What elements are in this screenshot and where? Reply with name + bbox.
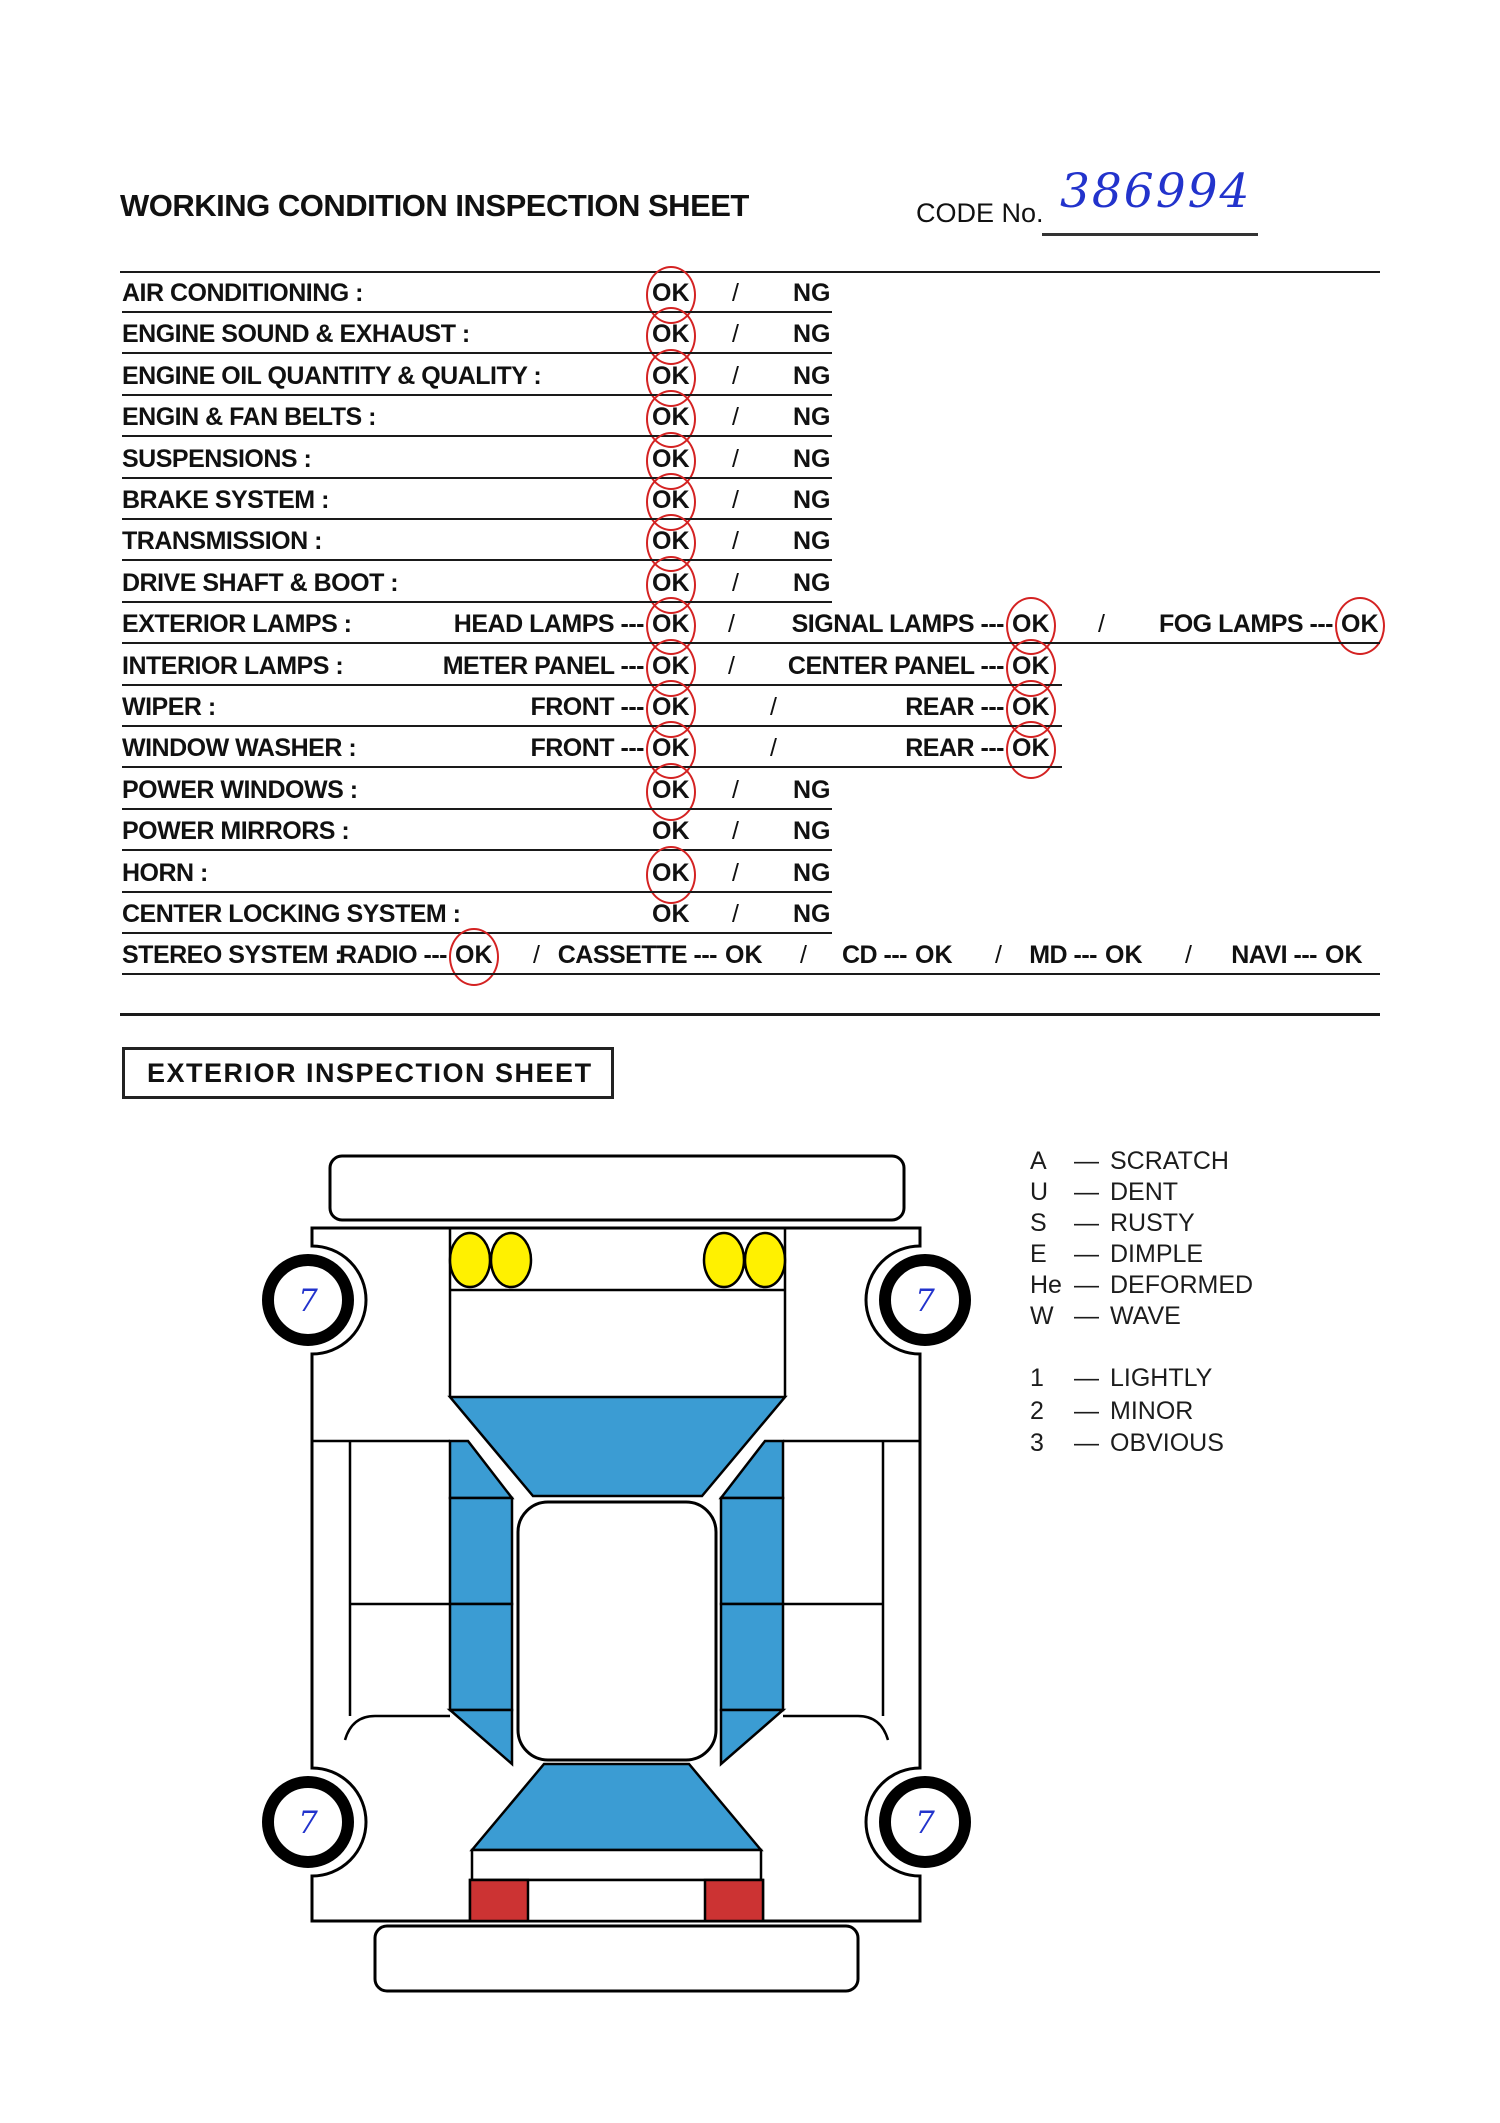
row-label: DRIVE SHAFT & BOOT : [122, 568, 399, 597]
slash-separator: / [732, 361, 739, 390]
item-ok-value: OK [1012, 734, 1050, 763]
inspection-row [0, 895, 1500, 933]
ng-value: NG [793, 900, 831, 928]
roof-panel [518, 1502, 716, 1760]
item-ok-value: OK [652, 734, 690, 763]
inspection-row [0, 854, 1500, 892]
ok-value: OK [652, 568, 690, 597]
slash-separator: / [732, 817, 739, 846]
rear-bumper [375, 1926, 858, 1991]
inspection-row [0, 936, 1500, 974]
inspection-row [0, 315, 1500, 353]
row-underline [122, 352, 832, 354]
code-number-label: CODE No. [916, 198, 1044, 228]
item-name: HEAD LAMPS --- [453, 610, 644, 639]
inspection-row [0, 812, 1500, 850]
section-divider-rule [120, 1013, 1380, 1016]
row-label: ENGINE SOUND & EXHAUST : [122, 320, 470, 349]
legend-item [1030, 1209, 1195, 1238]
legend-dash: — [1074, 1429, 1099, 1457]
ok-value: OK [652, 320, 690, 349]
legend-dash: — [1074, 1302, 1099, 1330]
row-label: WINDOW WASHER : [122, 734, 357, 763]
section-title-box [122, 1047, 614, 1099]
trunk-lid [472, 1850, 761, 1880]
legend-code: 3 [1030, 1429, 1044, 1457]
ng-value: NG [793, 444, 831, 473]
code-underline [1042, 233, 1258, 236]
legend-dash: — [1074, 1240, 1099, 1268]
item-ok-value: OK [725, 941, 763, 970]
legend-label: LIGHTLY [1110, 1364, 1213, 1392]
row-underline [122, 601, 832, 603]
slash-separator: / [770, 734, 777, 763]
legend-item [1030, 1240, 1203, 1269]
right-rear-door-glass [721, 1604, 783, 1710]
item-ok-value: OK [652, 693, 690, 721]
ok-value: OK [652, 403, 690, 432]
legend-dash: — [1074, 1364, 1099, 1392]
item-name: CD --- [841, 941, 907, 970]
row-underline [122, 973, 1380, 975]
row-underline [122, 642, 1380, 644]
ng-value: NG [793, 361, 831, 390]
ok-value: OK [652, 279, 690, 307]
ng-value: NG [793, 279, 831, 307]
slash-separator: / [995, 941, 1002, 970]
legend-code: He [1030, 1271, 1062, 1299]
legend-item [1030, 1147, 1229, 1176]
legend-label: SCRATCH [1110, 1147, 1229, 1175]
top-rule [120, 271, 1380, 273]
legend-label: RUSTY [1110, 1209, 1195, 1237]
slash-separator: / [732, 900, 739, 928]
item-name: CASSETTE --- [557, 941, 717, 970]
row-label: POWER MIRRORS : [122, 817, 350, 846]
row-underline [122, 766, 1062, 768]
row-underline [122, 684, 1062, 686]
inspection-row [0, 481, 1500, 519]
item-ok-value: OK [1012, 693, 1050, 721]
slash-separator: / [1098, 610, 1105, 639]
inspection-row [0, 605, 1500, 643]
row-underline [122, 518, 832, 520]
slash-separator: / [732, 279, 739, 307]
ng-value: NG [793, 568, 831, 597]
left-front-door-glass [450, 1498, 512, 1604]
row-underline [122, 311, 832, 313]
slash-separator: / [732, 486, 739, 514]
item-ok-value: OK [652, 651, 690, 680]
ng-value: NG [793, 775, 831, 804]
ok-value: OK [652, 900, 690, 928]
legend-item [1030, 1397, 1193, 1426]
item-name: CENTER PANEL --- [787, 651, 1004, 680]
row-label: TRANSMISSION : [122, 527, 322, 556]
slash-separator: / [732, 320, 739, 349]
row-label: INTERIOR LAMPS : [122, 651, 344, 680]
row-underline [122, 477, 832, 479]
item-ok-value: OK [1105, 941, 1143, 970]
legend-item [1030, 1178, 1178, 1207]
inspection-row [0, 647, 1500, 685]
headlamp-right-inner [704, 1233, 744, 1287]
item-ok-value: OK [652, 610, 690, 639]
legend-item [1030, 1364, 1212, 1393]
item-ok-value: OK [455, 941, 493, 970]
legend-item [1030, 1302, 1181, 1331]
item-name: REAR --- [905, 734, 1004, 763]
ng-value: NG [793, 320, 831, 349]
legend-item [1030, 1271, 1253, 1300]
ok-value: OK [652, 486, 690, 514]
code-number-value: 386994 [1060, 164, 1252, 219]
slash-separator: / [728, 610, 735, 639]
row-label: WIPER : [122, 693, 216, 721]
slash-separator: / [732, 444, 739, 473]
legend-label: DENT [1110, 1178, 1179, 1206]
inspection-row [0, 522, 1500, 560]
inspection-row [0, 771, 1500, 809]
legend-code: W [1030, 1302, 1054, 1330]
row-label: AIR CONDITIONING : [122, 279, 363, 307]
slash-separator: / [732, 403, 739, 432]
tail-lamp-right [705, 1880, 763, 1921]
ok-value: OK [652, 775, 690, 804]
inspection-row [0, 440, 1500, 478]
row-label: CENTER LOCKING SYSTEM : [122, 900, 461, 928]
legend-label: WAVE [1110, 1302, 1181, 1330]
ng-value: NG [793, 486, 831, 514]
ng-value: NG [793, 403, 831, 432]
row-label: ENGIN & FAN BELTS : [122, 403, 376, 432]
row-underline [122, 808, 832, 810]
legend-label: OBVIOUS [1110, 1429, 1224, 1457]
row-label: SUSPENSIONS : [122, 444, 312, 473]
item-ok-value: OK [1012, 651, 1050, 680]
item-name: SIGNAL LAMPS --- [791, 610, 1004, 639]
item-ok-value: OK [1012, 610, 1050, 639]
item-name: RADIO --- [339, 941, 447, 970]
legend-code: 2 [1030, 1396, 1044, 1425]
item-name: FRONT --- [530, 734, 644, 763]
row-label: ENGINE OIL QUANTITY & QUALITY : [122, 361, 542, 390]
headlamp-left-outer [450, 1233, 490, 1287]
headlamp-right-outer [745, 1233, 785, 1287]
item-ok-value: OK [1325, 941, 1363, 970]
item-ok-value: OK [915, 941, 953, 970]
car-top-view-diagram [250, 1150, 1010, 2010]
row-label: EXTERIOR LAMPS : [122, 610, 352, 639]
legend-dash: — [1074, 1396, 1099, 1425]
slash-separator: / [732, 568, 739, 597]
inspection-row [0, 398, 1500, 436]
inspection-row [0, 688, 1500, 726]
legend-dash: — [1074, 1209, 1099, 1237]
item-name: METER PANEL --- [442, 651, 644, 680]
front-bumper [330, 1156, 904, 1220]
wheel-front-right-mark: 7 [915, 1283, 935, 1319]
left-rear-door-glass [450, 1604, 512, 1710]
legend-code: 1 [1030, 1364, 1044, 1392]
legend-dash: — [1074, 1271, 1099, 1299]
legend-code: A [1030, 1147, 1047, 1175]
ok-value: OK [652, 527, 690, 556]
legend-code: U [1030, 1178, 1049, 1206]
ok-value: OK [652, 444, 690, 473]
item-name: REAR --- [905, 693, 1004, 721]
row-underline [122, 435, 832, 437]
legend-label: DIMPLE [1110, 1240, 1204, 1268]
section-title: EXTERIOR INSPECTION SHEET [147, 1058, 593, 1088]
ng-value: NG [793, 527, 831, 556]
slash-separator: / [533, 941, 540, 970]
inspection-row [0, 274, 1500, 312]
row-underline [122, 559, 832, 561]
legend-code: S [1030, 1209, 1047, 1237]
item-name: FRONT --- [530, 693, 644, 721]
row-label: BRAKE SYSTEM : [122, 486, 329, 514]
slash-separator: / [732, 858, 739, 887]
inspection-row [0, 357, 1500, 395]
row-underline [122, 849, 832, 851]
item-name: NAVI --- [1231, 941, 1317, 970]
legend-label: MINOR [1110, 1396, 1194, 1425]
slash-separator: / [732, 527, 739, 556]
inspection-row [0, 564, 1500, 602]
row-label: POWER WINDOWS : [122, 775, 358, 804]
legend-code: E [1030, 1240, 1047, 1268]
right-front-door-glass [721, 1498, 783, 1604]
row-underline [122, 394, 832, 396]
page-title: WORKING CONDITION INSPECTION SHEET [120, 188, 749, 223]
row-label: HORN : [122, 858, 208, 887]
ok-value: OK [652, 361, 690, 390]
slash-separator: / [732, 775, 739, 804]
row-underline [122, 725, 1062, 727]
legend-item [1030, 1429, 1224, 1458]
slash-separator: / [770, 693, 777, 721]
tail-lamp-left [470, 1880, 528, 1921]
ng-value: NG [793, 858, 831, 887]
ok-value: OK [652, 817, 690, 846]
item-ok-value: OK [1341, 610, 1379, 639]
legend-dash: — [1074, 1178, 1099, 1206]
row-underline [122, 891, 832, 893]
headlamp-left-inner [491, 1233, 531, 1287]
inspection-row [0, 729, 1500, 767]
ok-value: OK [652, 858, 690, 887]
slash-separator: / [800, 941, 807, 970]
slash-separator: / [728, 651, 735, 680]
ng-value: NG [793, 817, 831, 846]
wheel-front-left-mark: 7 [298, 1283, 318, 1319]
item-name: MD --- [1029, 941, 1097, 970]
legend-dash: — [1074, 1147, 1099, 1175]
legend-label: DEFORMED [1110, 1271, 1254, 1299]
wheel-rear-left-mark: 7 [298, 1805, 318, 1841]
slash-separator: / [1185, 941, 1192, 970]
row-label: STEREO SYSTEM : [122, 941, 343, 970]
item-name: FOG LAMPS --- [1158, 610, 1333, 639]
wheel-rear-right-mark: 7 [915, 1805, 935, 1841]
